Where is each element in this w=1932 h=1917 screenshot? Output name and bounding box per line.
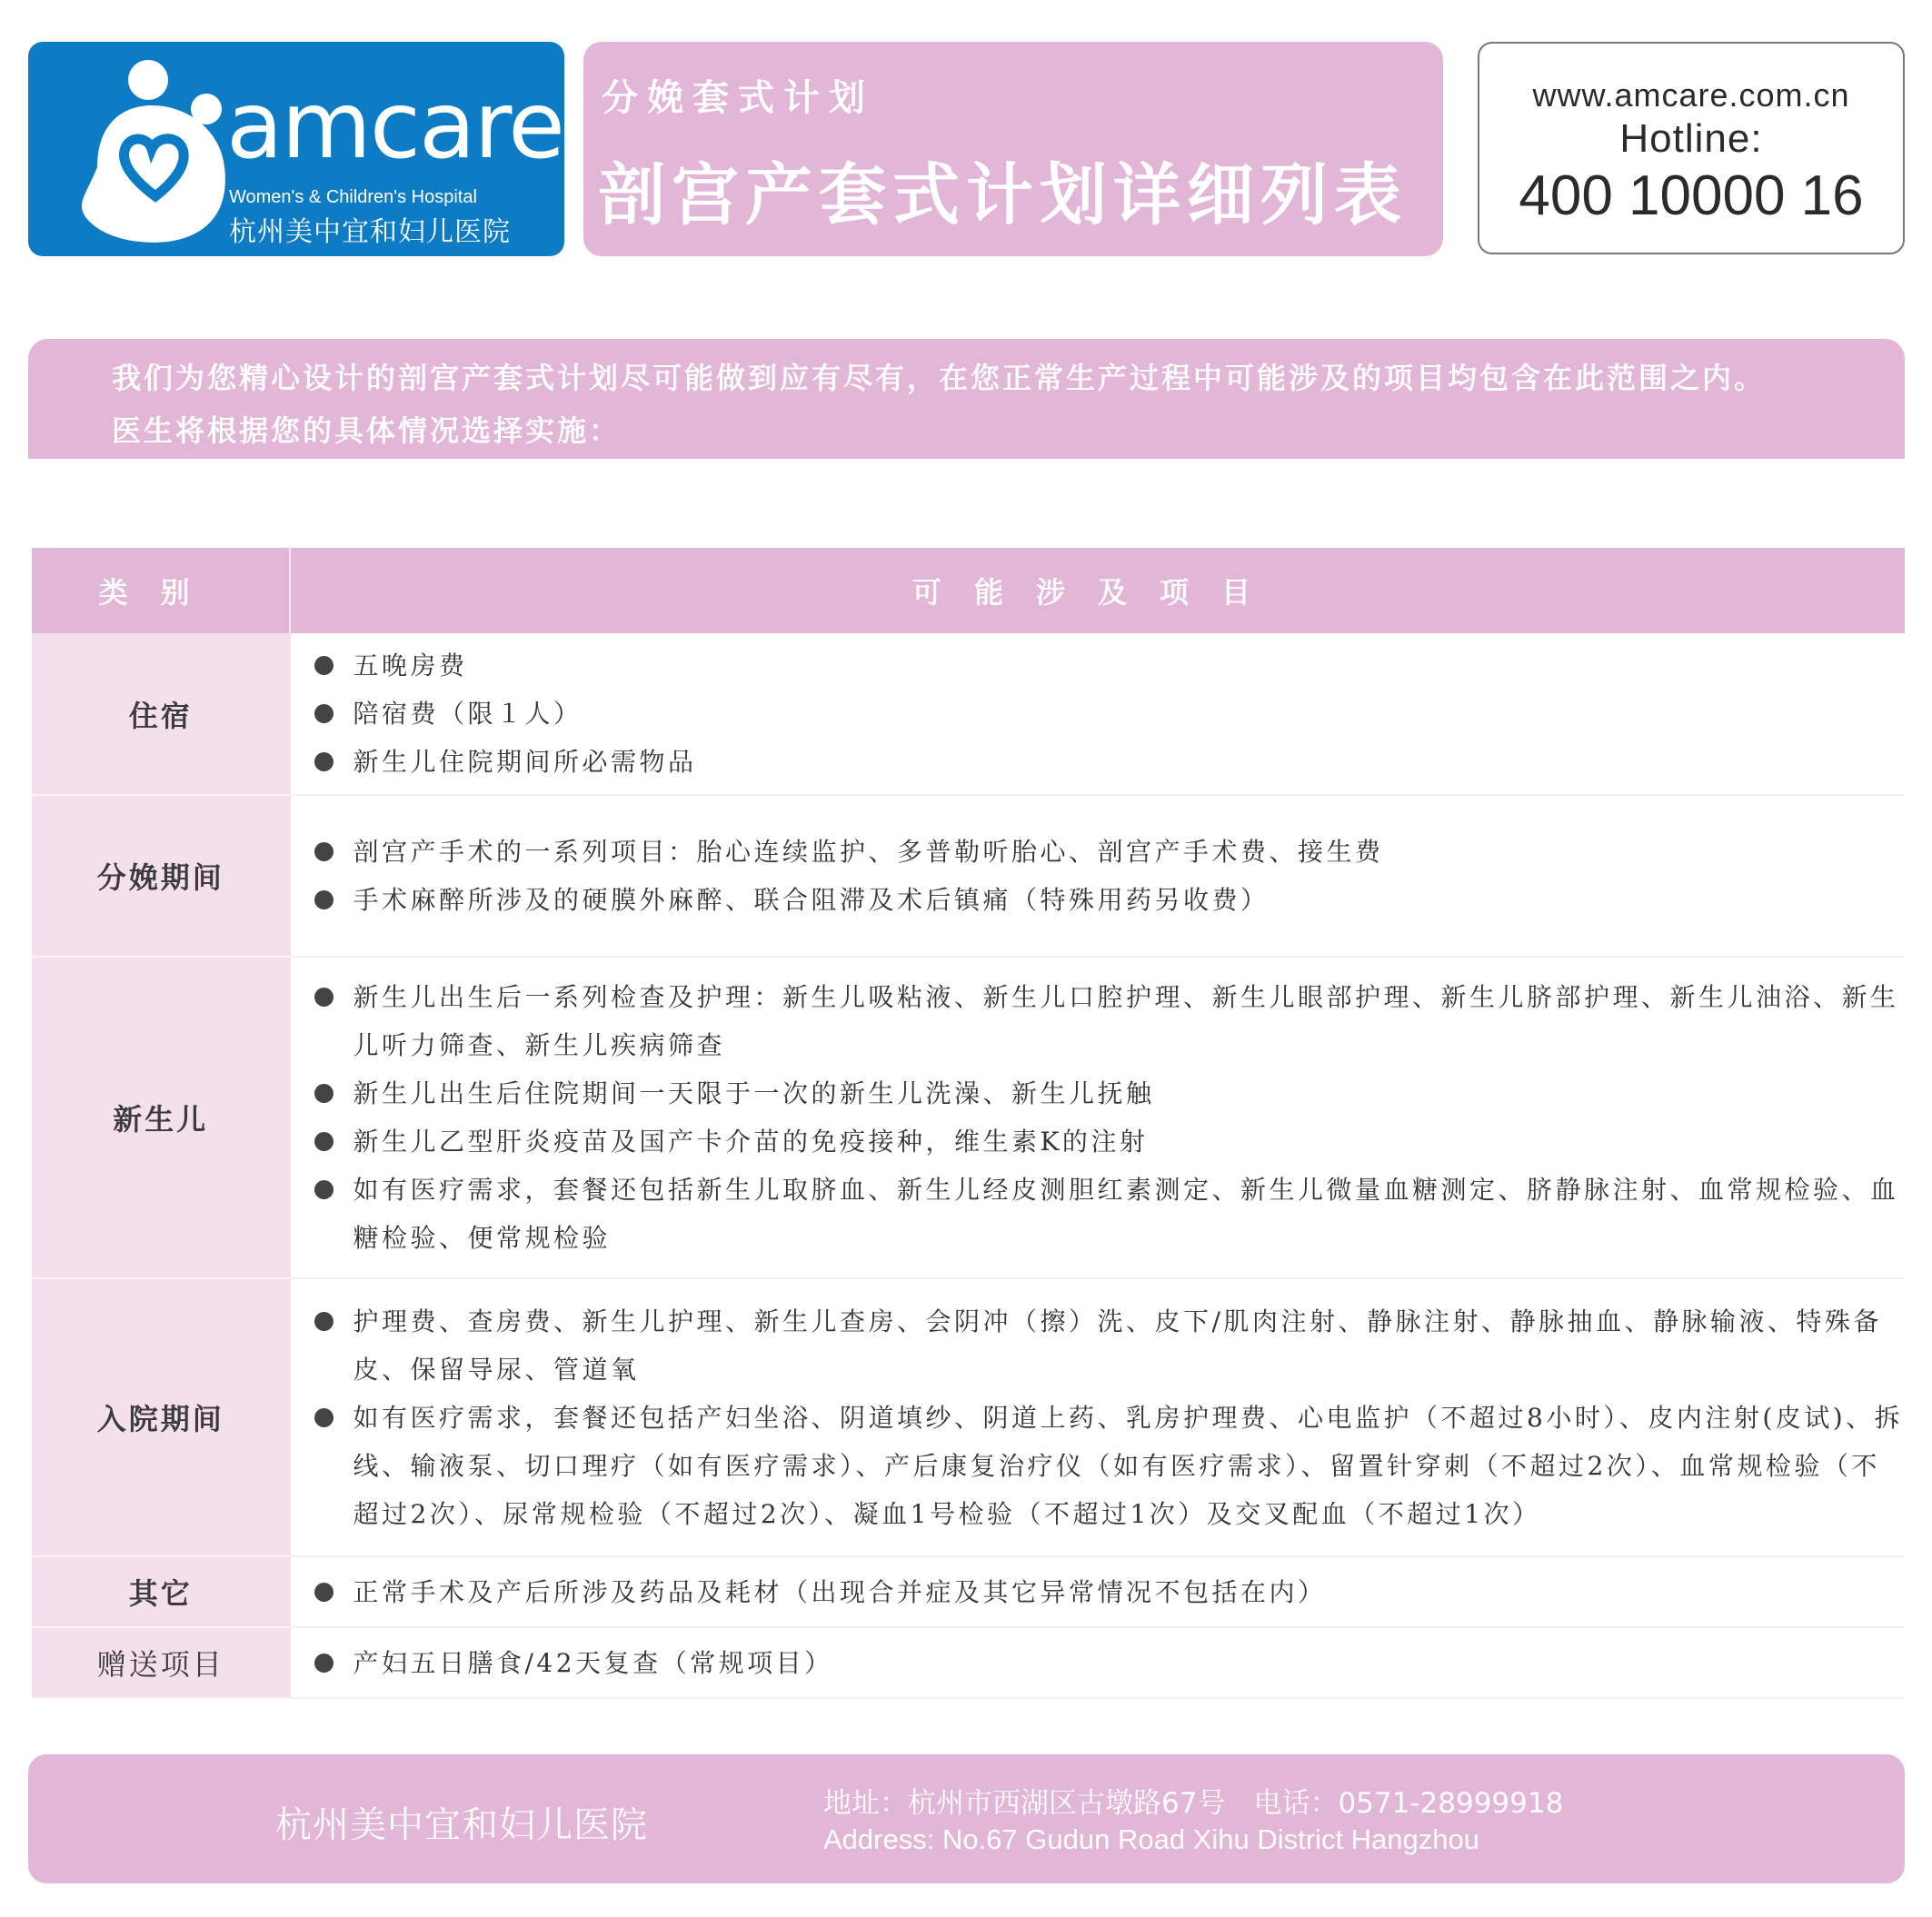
list-item: 五晚房费 xyxy=(314,641,1906,690)
hotline-number[interactable]: 400 10000 16 xyxy=(1519,164,1864,227)
items-cell xyxy=(290,795,1905,957)
category-cell: 住宿 xyxy=(32,633,290,795)
plan-table xyxy=(32,548,1905,1699)
hotline-label: Hotline: xyxy=(1619,116,1763,161)
website-link[interactable]: www.amcare.com.cn xyxy=(1532,76,1850,114)
list-item: 正常手术及产后所涉及药品及耗材（出现合并症及其它异常情况不包括在内） xyxy=(314,1568,1906,1616)
logo-block xyxy=(28,42,564,256)
items-cell xyxy=(290,1556,1905,1627)
item-list xyxy=(291,973,1906,1262)
table-header-row xyxy=(32,548,1905,633)
footer-address-cn: 地址：杭州市西湖区古墩路67号 电话：0571-28999918 xyxy=(823,1787,1564,1820)
list-item: 如有医疗需求，套餐还包括新生儿取脐血、新生儿经皮测胆红素测定、新生儿微量血糖测定、脐静脉注射、血常规检验、血糖检验、便常规检验 xyxy=(314,1166,1906,1262)
items-cell xyxy=(290,1627,1905,1698)
list-item: 新生儿住院期间所必需物品 xyxy=(314,738,1906,786)
title-block xyxy=(583,42,1443,256)
intro-line-2: 医生将根据您的具体情况选择实施： xyxy=(112,413,622,448)
table-row-hospital-stay xyxy=(32,1278,1905,1556)
category-cell: 入院期间 xyxy=(32,1278,290,1556)
contact-block xyxy=(1478,42,1905,254)
brand-subtitle: Women's & Children's Hospital xyxy=(229,187,477,207)
item-list xyxy=(291,1297,1906,1538)
items-cell xyxy=(290,1278,1905,1556)
list-item: 如有医疗需求，套餐还包括产妇坐浴、阴道填纱、阴道上药、乳房护理费、心电监护（不超过8小时）、皮内注射(皮试)、拆线、输液泵、切口理疗（如有医疗需求）、产后康复治疗仪（如有医疗需求）、留置针穿刺（不超过2次）、血常规检验（不超过2次）、尿常规检验（不超过2次）、凝血1号检验（不超过1次）及交叉配血（不超过1次） xyxy=(314,1394,1906,1538)
items-cell xyxy=(290,957,1905,1278)
category-cell: 分娩期间 xyxy=(32,795,290,957)
table-row-other xyxy=(32,1556,1905,1627)
item-list xyxy=(291,1639,1906,1687)
page-title: 剖宫产套式计划详细列表 xyxy=(598,156,1408,234)
table-row-gift xyxy=(32,1627,1905,1698)
table-row-delivery xyxy=(32,795,1905,957)
items-cell xyxy=(290,633,1905,795)
item-list xyxy=(291,828,1906,924)
mother-child-logo-icon xyxy=(61,58,243,249)
list-item: 新生儿出生后一系列检查及护理：新生儿吸粘液、新生儿口腔护理、新生儿眼部护理、新生儿脐部护理、新生儿油浴、新生儿听力筛查、新生儿疾病筛查 xyxy=(314,973,1906,1069)
header-items: 可能涉及项目 xyxy=(290,548,1905,633)
item-list xyxy=(291,641,1906,786)
category-cell: 新生儿 xyxy=(32,957,290,1278)
intro-line-1: 我们为您精心设计的剖宫产套式计划尽可能做到应有尽有，在您正常生产过程中可能涉及的项目均包含在此范围之内。 xyxy=(112,361,1767,395)
list-item: 陪宿费（限１人） xyxy=(314,690,1906,738)
list-item: 剖宫产手术的一系列项目：胎心连续监护、多普勒听胎心、剖宫产手术费、接生费 xyxy=(314,828,1906,876)
table-row-newborn xyxy=(32,957,1905,1278)
intro-banner xyxy=(28,339,1905,459)
category-cell: 赠送项目 xyxy=(32,1627,290,1698)
list-item: 护理费、查房费、新生儿护理、新生儿查房、会阴冲（擦）洗、皮下/肌肉注射、静脉注射、静脉抽血、静脉输液、特殊备皮、保留导尿、管道氧 xyxy=(314,1297,1906,1394)
footer xyxy=(28,1754,1905,1883)
footer-hospital-name: 杭州美中宜和妇儿医院 xyxy=(275,1804,648,1846)
category-cell: 其它 xyxy=(32,1556,290,1627)
list-item: 手术麻醉所涉及的硬膜外麻醉、联合阻滞及术后镇痛（特殊用药另收费） xyxy=(314,876,1906,924)
footer-address-en: Address: No.67 Gudun Road Xihu District Hangzhou xyxy=(823,1823,1480,1855)
brand-chinese-name: 杭州美中宜和妇儿医院 xyxy=(229,216,511,248)
header-category: 类别 xyxy=(32,548,290,633)
brand-name: amcare xyxy=(226,72,563,180)
table-row-accommodation xyxy=(32,633,1905,795)
list-item: 产妇五日膳食/42天复查（常规项目） xyxy=(314,1639,1906,1687)
list-item: 新生儿出生后住院期间一天限于一次的新生儿洗澡、新生儿抚触 xyxy=(314,1069,1906,1117)
list-item: 新生儿乙型肝炎疫苗及国产卡介苗的免疫接种，维生素K的注射 xyxy=(314,1117,1906,1166)
item-list xyxy=(291,1568,1906,1616)
title-small: 分娩套式计划 xyxy=(602,77,874,119)
